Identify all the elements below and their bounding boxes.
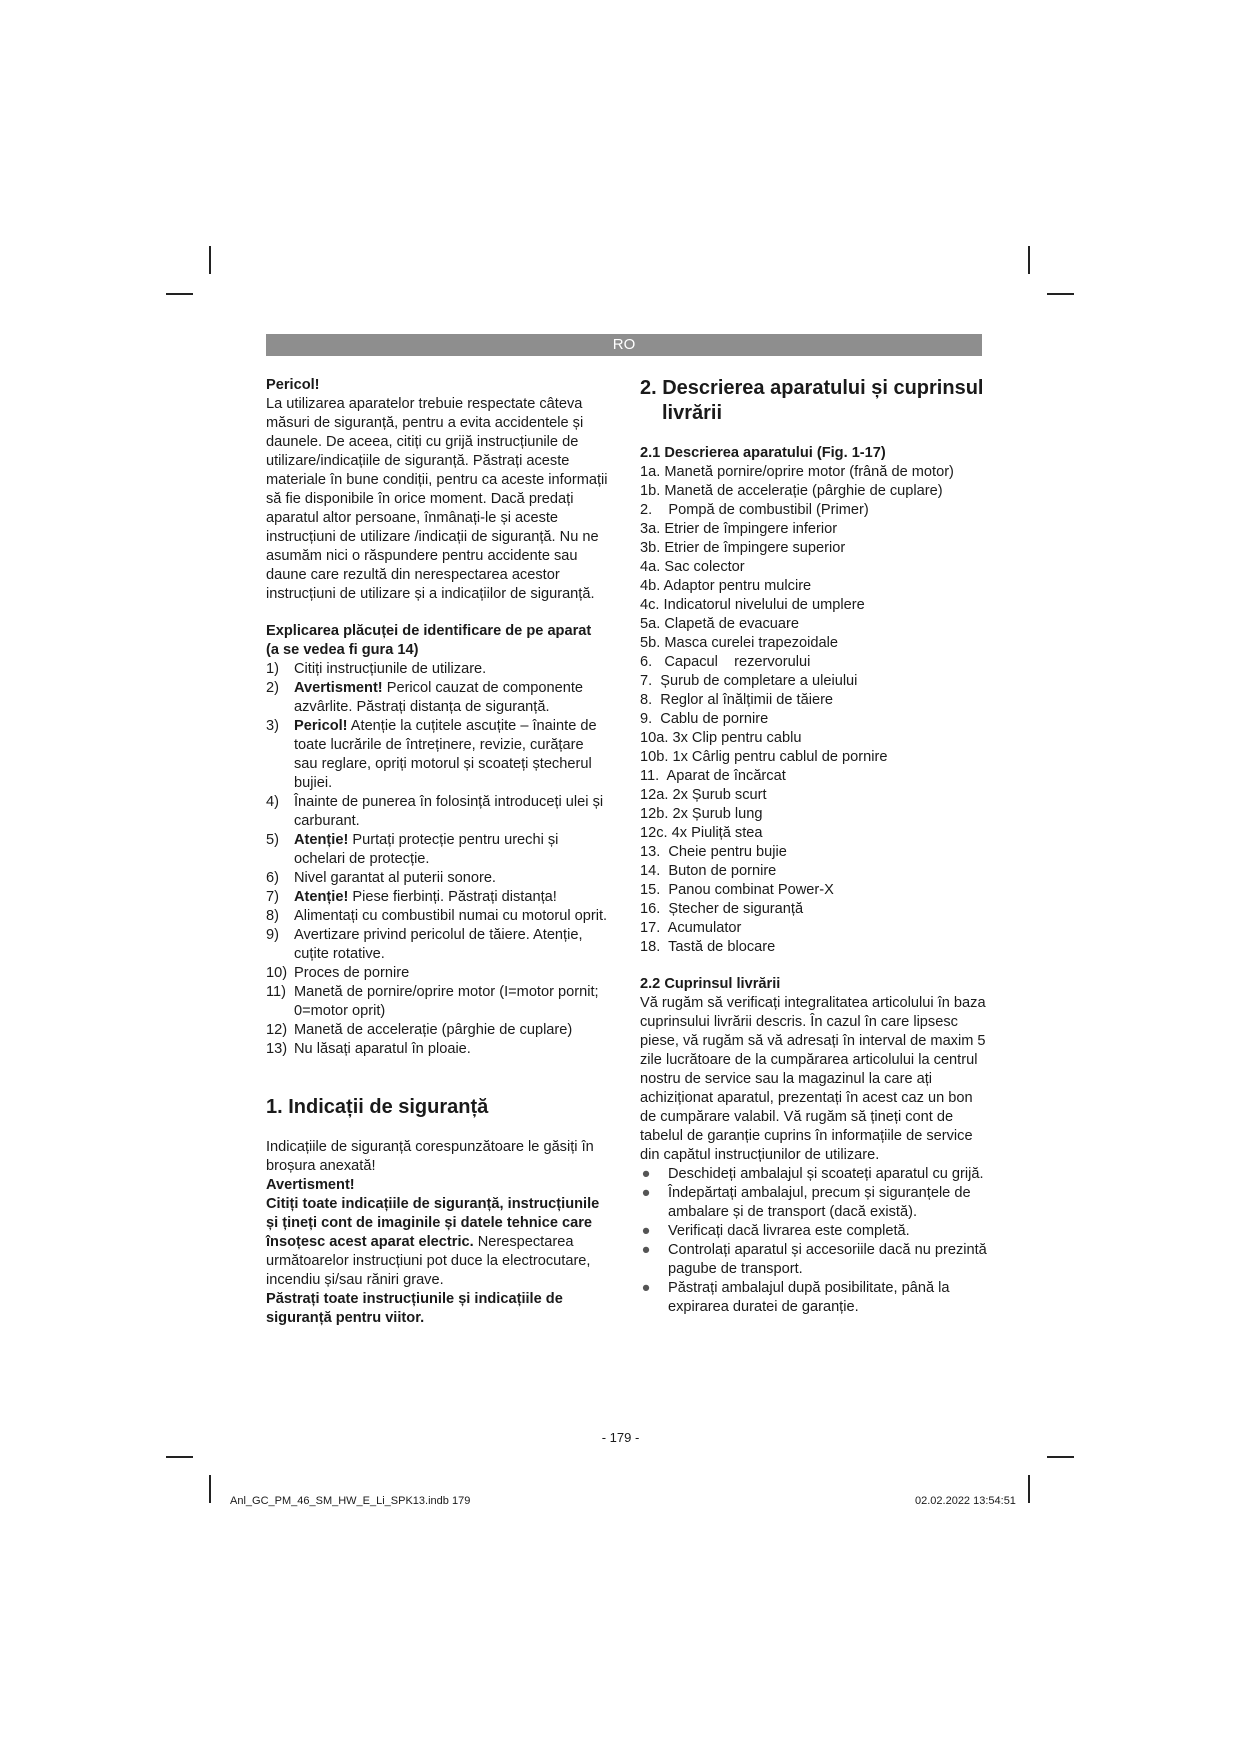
- plate-item: [266, 679, 608, 717]
- plate-item: [266, 869, 608, 888]
- warning-label: Avertisment!: [266, 1177, 355, 1193]
- checklist-item-text: Verificați dacă livrarea este completă.: [668, 1223, 910, 1239]
- plate-item-text: Înainte de punerea în folosință introduceți ulei și carburant.: [294, 794, 604, 829]
- plate-item-number: 5): [266, 832, 279, 848]
- crop-mark: [1028, 246, 1030, 274]
- checklist-item-text: Îndepărtați ambalajul, precum și siguranțele de ambalare și de transport (dacă există).: [668, 1185, 971, 1220]
- plate-item-number: 3): [266, 718, 279, 734]
- checklist-item-text: Controlați aparatul și accesoriile dacă nu prezintă pagube de transport.: [668, 1242, 987, 1277]
- plate-item-number: 9): [266, 927, 279, 943]
- checklist-item: [640, 1165, 992, 1184]
- part-item: 17. Acumulator: [640, 920, 742, 936]
- safety-intro: Indicațiile de siguranță corespunzătoare le găsiți în broșura anexată!: [266, 1139, 594, 1174]
- delivery-subheading: 2.2 Cuprinsul livrării: [640, 976, 781, 992]
- part-item: 11. Aparat de încărcat: [640, 768, 786, 784]
- delivery-text: Vă rugăm să verificați integralitatea articolului în baza cuprinsului livrării descris. În cazul în care lipsesc piese, vă rugăm să vă adresați în interval de maxim 5 zile lucrătoare de la cumpărarea articolului la centrul nostru de service sau la magazinul la care ați achiziționat aparatul, prezentați în acest caz un bon de cumpărare valabil. Vă rugăm să țineți cont de tabelul de garanție cuprins în informațiile de service din capătul instrucțiunilor de utilizare.: [640, 995, 986, 1163]
- plate-item-label: Pericol!: [294, 718, 348, 734]
- plate-item-text: Nivel garantat al puterii sonore.: [294, 870, 496, 886]
- checklist-item: [640, 1279, 992, 1317]
- plate-item: [266, 926, 608, 964]
- part-item: 2. Pompă de combustibil (Primer): [640, 502, 869, 518]
- part-item: 1b. Manetă de accelerație (pârghie de cuplare): [640, 483, 943, 499]
- part-item: 1a. Manetă pornire/oprire motor (frână de motor): [640, 464, 954, 480]
- part-item: 12c. 4x Piuliță stea: [640, 825, 763, 841]
- part-item: 12a. 2x Șurub scurt: [640, 787, 767, 803]
- plate-item-text: Manetă de pornire/oprire motor (I=motor pornit; 0=motor oprit): [294, 984, 599, 1019]
- plate-title: Explicarea plăcuței de identificare de pe aparat (a se vedea fi gura 14): [266, 623, 592, 658]
- crop-mark: [166, 1456, 193, 1458]
- bullet-icon: ●: [641, 1242, 651, 1258]
- plate-item: [266, 660, 608, 679]
- description-heading: 2. Descrierea aparatului și cuprinsul livrării: [640, 377, 984, 424]
- plate-item: [266, 964, 608, 983]
- plate-item: [266, 983, 608, 1021]
- plate-item-number: 2): [266, 680, 279, 696]
- footer-datetime: 02.02.2022 13:54:51: [915, 1495, 1016, 1507]
- plate-item: [266, 717, 608, 793]
- crop-mark: [209, 246, 211, 274]
- danger-text: La utilizarea aparatelor trebuie respectate câteva măsuri de siguranță, pentru a evita accidentele și daunele. De aceea, citiți cu grijă instrucțiunile de utilizare/indicațiile de siguranță. Păstrați aceste materiale în bune condiții, pentru ca aceste informații să fie disponibile în orice moment. Dacă predați aparatul altor persoane, înmânați-le și aceste instrucțiuni de utilizare /indicații de siguranță. Nu ne asumăm nici o răspundere pentru accidente sau daune care rezultă din nerespectarea acestor instrucțiuni de utilizare și a indicațiilor de siguranță.: [266, 396, 608, 602]
- part-item: 15. Panou combinat Power-X: [640, 882, 834, 898]
- warning-text: Nerespectarea următoarelor instrucțiuni pot duce la electrocutare, incendiu și/sau răniri grave.: [266, 1234, 591, 1288]
- bullet-icon: ●: [641, 1166, 651, 1182]
- plate-item-text: Piese fierbinți. Păstrați distanța!: [348, 889, 557, 905]
- plate-item: [266, 831, 608, 869]
- part-item: 10b. 1x Cârlig pentru cablul de pornire: [640, 749, 888, 765]
- part-item: 5b. Masca curelei trapezoidale: [640, 635, 838, 651]
- plate-item: [266, 793, 608, 831]
- plate-item-text: Manetă de accelerație (pârghie de cuplare): [294, 1022, 573, 1038]
- checklist-item: [640, 1222, 992, 1241]
- part-item: 4a. Sac colector: [640, 559, 745, 575]
- part-item: 13. Cheie pentru bujie: [640, 844, 787, 860]
- footer-filename: Anl_GC_PM_46_SM_HW_E_Li_SPK13.indb 179: [230, 1495, 471, 1507]
- warning-bold: Citiți toate indicațiile de siguranță, instrucțiunile și țineți cont de imaginile și datele tehnice care însoțesc acest aparat electric.: [266, 1196, 600, 1250]
- plate-item-label: Avertisment!: [294, 680, 383, 696]
- part-item: 8. Reglor al înălțimii de tăiere: [640, 692, 834, 708]
- crop-mark: [1028, 1475, 1030, 1503]
- plate-item-label: Atenție!: [294, 889, 349, 905]
- part-item: 10a. 3x Clip pentru cablu: [640, 730, 802, 746]
- checklist-item-text: Păstrați ambalajul după posibilitate, până la expirarea duratei de garanție.: [668, 1280, 950, 1315]
- plate-item-label: Atenție!: [294, 832, 349, 848]
- part-item: 14. Buton de pornire: [640, 863, 777, 879]
- bullet-icon: ●: [641, 1185, 651, 1201]
- page-number: - 179 -: [601, 1430, 640, 1445]
- plate-item-number: 4): [266, 794, 279, 810]
- checklist-item-text: Deschideți ambalajul și scoateți aparatul cu grijă.: [668, 1166, 984, 1182]
- crop-mark: [1047, 1456, 1074, 1458]
- plate-item-text: Purtați protecție pentru urechi și ochelari de protecție.: [294, 832, 559, 867]
- crop-mark: [166, 293, 193, 295]
- plate-item-number: 6): [266, 870, 279, 886]
- safety-heading: 1. Indicații de siguranță: [266, 1096, 489, 1118]
- bullet-icon: ●: [641, 1280, 651, 1296]
- plate-item-number: 7): [266, 889, 279, 905]
- plate-list: [266, 660, 608, 1059]
- part-item: 9. Cablu de pornire: [640, 711, 769, 727]
- bullet-icon: ●: [641, 1223, 651, 1239]
- plate-item-number: 11): [266, 984, 287, 1000]
- part-item: 6. Capacul rezervorului: [640, 654, 811, 670]
- language-header-bar: RO: [266, 334, 982, 356]
- plate-item-text: Nu lăsați aparatul în ploaie.: [294, 1041, 471, 1057]
- plate-item-text: Avertizare privind pericolul de tăiere. Atenție, cuțite rotative.: [294, 927, 583, 962]
- plate-item: [266, 907, 608, 926]
- plate-item-number: 10): [266, 965, 288, 981]
- plate-item-text: Pericol cauzat de componente azvârlite. Păstrați distanța de siguranță.: [294, 680, 584, 715]
- part-item: 16. Ștecher de siguranță: [640, 901, 804, 917]
- danger-title: Pericol!: [266, 377, 320, 393]
- plate-item-text: Atenție la cuțitele ascuțite – înainte de toate lucrările de întreținere, revizie, curățare sau reglare, opriți motorul și scoateți ștecherul bujiei.: [294, 718, 597, 791]
- plate-item-text: Citiți instrucțiunile de utilizare.: [294, 661, 487, 677]
- checklist-item: [640, 1184, 992, 1222]
- parts-list: [640, 463, 992, 957]
- part-item: 5a. Clapetă de evacuare: [640, 616, 800, 632]
- plate-item-text: Proces de pornire: [294, 965, 410, 981]
- plate-item: [266, 1040, 608, 1059]
- part-item: 4b. Adaptor pentru mulcire: [640, 578, 812, 594]
- description-subheading: 2.1 Descrierea aparatului (Fig. 1-17): [640, 445, 886, 461]
- part-item: 7. Șurub de completare a uleiului: [640, 673, 858, 689]
- plate-item-number: 8): [266, 908, 279, 924]
- delivery-checklist: [640, 1165, 992, 1317]
- checklist-item: [640, 1241, 992, 1279]
- part-item: 3a. Etrier de împingere inferior: [640, 521, 838, 537]
- part-item: 4c. Indicatorul nivelului de umplere: [640, 597, 865, 613]
- plate-item-number: 13): [266, 1041, 288, 1057]
- crop-mark: [209, 1475, 211, 1503]
- plate-item-text: Alimentați cu combustibil numai cu motorul oprit.: [294, 908, 608, 924]
- plate-item-number: 1): [266, 661, 279, 677]
- part-item: 3b. Etrier de împingere superior: [640, 540, 846, 556]
- part-item: 18. Tastă de blocare: [640, 939, 776, 955]
- plate-item: [266, 888, 608, 907]
- plate-item-number: 12): [266, 1022, 288, 1038]
- left-column: [266, 376, 608, 1328]
- right-column: [640, 376, 992, 1317]
- keep-instructions: Păstrați toate instrucțiunile și indicațiile de siguranță pentru viitor.: [266, 1291, 563, 1326]
- plate-item: [266, 1021, 608, 1040]
- crop-mark: [1047, 293, 1074, 295]
- part-item: 12b. 2x Șurub lung: [640, 806, 763, 822]
- warning-paragraph: [266, 1195, 608, 1290]
